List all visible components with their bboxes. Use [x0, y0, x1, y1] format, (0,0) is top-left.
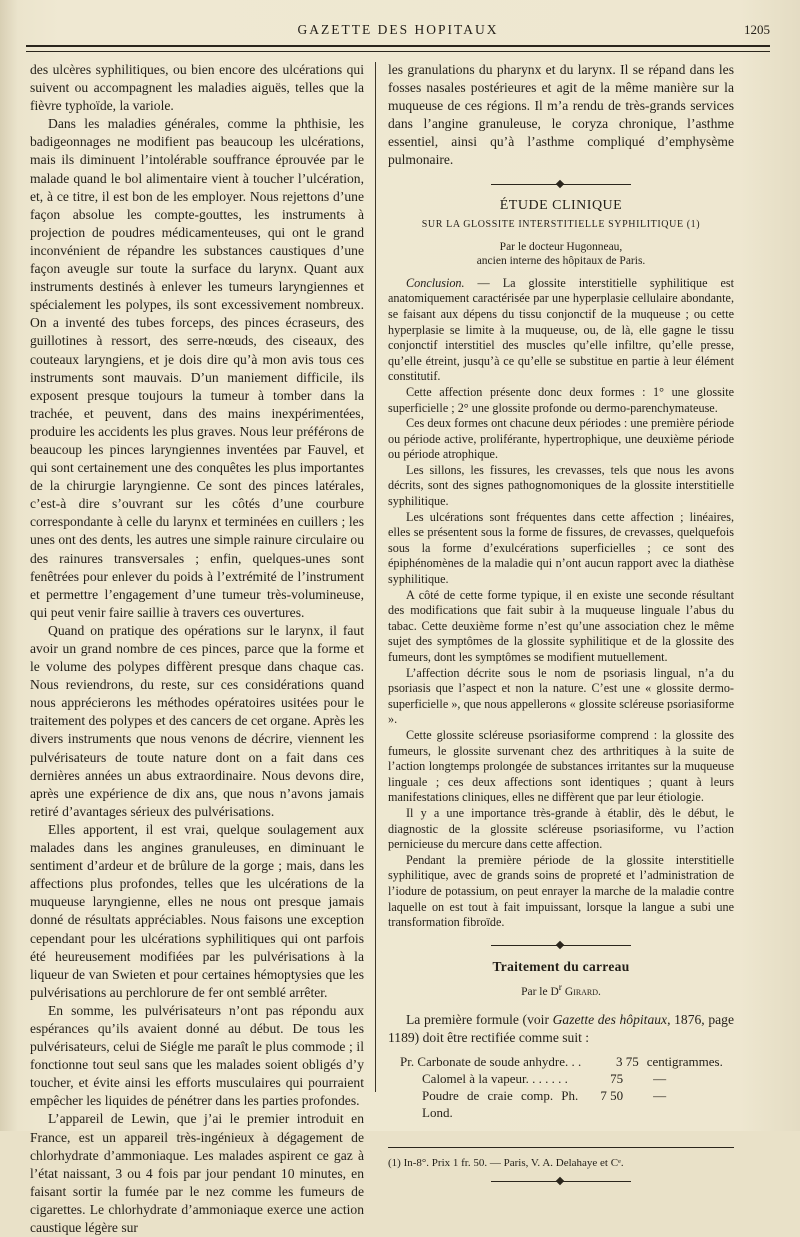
intro-prefix: La première formule (voir [406, 1011, 553, 1027]
treatment-title: Traitement du carreau [492, 958, 630, 974]
intro-journal: Gazette des hôpitaux [552, 1011, 668, 1027]
paragraph: Les ulcérations sont fréquentes dans cette affection ; linéaires, elles se présentent sous la forme de fissures, de crevasses, quelquefois sous la forme d’exulcérations superficielles ; ce sont des épiphénomènes de la maladie qui n’ont aucun rapport avec la diathèse syphilitique. [388, 509, 734, 587]
author-name: Par le docteur Hugonneau, [499, 240, 623, 253]
byline-sup: r [558, 982, 562, 994]
ingredient-name: Pr. Carbonate de soude anhydre. . . [400, 1053, 582, 1069]
page-header [26, 22, 770, 46]
conclusion-paragraph [388, 276, 734, 385]
formula-row [388, 1053, 734, 1070]
paragraph: Il y a une importance très-grande à établir, dès le début, le diagnostic de la glossite scléreuse psoriasiforme, vu l’action pernicieuse du mercure dans cette affection. [388, 805, 734, 852]
journal-title: GAZETTE DES HOPITAUX [297, 22, 499, 37]
paragraph: Quand on pratique des opérations sur le larynx, il faut avoir un grand nombre de ces pinces, parce que la forme et le volume des polypes diffèrent presque dans chaque cas. Nous reviendrons, du reste, sur ces considérations quand nous apprécierons les méthodes opératoires usitées pour le traitement des polypes et des cancers de cet organe. Après les divers instruments que nous venons de décrire, viennent les pulvérisateurs de toute nature dont on a fait dans ces dernières années un abus extraordinaire. Nous devons dire, après une expérience de dix ans, que nous n’avons jamais retiré d’avantages sérieux des pulvérisations. [30, 622, 364, 819]
section-ornament [491, 941, 631, 949]
footnote-rule [388, 1147, 734, 1148]
page-number: 1205 [744, 22, 770, 37]
header-rule [26, 45, 770, 52]
treatment-byline [388, 980, 734, 1000]
section-title: ÉTUDE CLINIQUE [499, 197, 623, 213]
paragraph: Les sillons, les fissures, les crevasses, tels que nous les avons décrits, sont des signes pathognomoniques de la glossite interstitielle syphilitique. [388, 462, 734, 509]
paragraph: A côté de cette forme typique, il en existe une seconde résultant des modifications que fait subir à la muqueuse linguale l’abus du tabac. Cette deuxième forme n’est qu’une association chez le même sujet des symptômes de la glossite syphilitique et de la glossite des fumeurs, dont les symptômes se modifient mutuellement. [388, 587, 734, 664]
paragraph: Elles apportent, il est vrai, quelque soulagement aux malades dans les angines granuleuses, en diminuant le sentiment d’ardeur et de brûlure de la gorge ; mais, dans les affections plus profondes, telles que les ulcérations de la muqueuse laryngienne, elles ne nous ont presque jamais donné de résultats appréciables. Nous faisons une exception cependant pour les ulcérations syphilitiques qui ont parfois été heureusement modifiées par les pulvérisations à la liqueur de van Swieten et pour certaines hémoptysies que les pulvérisations au perchlorure de fer ont semblé arrêter. [30, 821, 364, 1000]
ingredient-dose: 75 [610, 1070, 624, 1086]
formula-row [388, 1087, 734, 1121]
paragraph: Ces deux formes ont chacune deux périodes : une première période ou période active, proliférante, hypertrophique, une deuxième période ou période atrophique. [388, 416, 734, 462]
ingredient-unit: — [653, 1070, 667, 1086]
paragraph: les granulations du pharynx et du larynx. Il se répand dans les fosses nasales postérieures et agit de la même manière sur la muqueuse de ces régions. Il m’a rendu de très-grands services dans l’angine granuleuse, le coryza chronique, l’asthme essentiel, ainsi qu’à l’asthme compliqué d’emphysème pulmonaire. [388, 62, 734, 168]
end-ornament [491, 1177, 631, 1185]
section-subtitle: SUR LA GLOSSITE INTERSTITIELLE SYPHILITIQUE (1) [421, 219, 701, 231]
intro-suffix: , 1876, page 1189) doit être rectifiée comme suit : [388, 1011, 734, 1045]
paragraph: Cette glossite scléreuse psoriasiforme comprend : la glossite des fumeurs, le glossite survenant chez des arthritiques à la suite de l’action longtemps prolongée de substances irritantes sur la muqueuse linguale ; ces deux affections sont identiques ; quant à leurs manifestations cliniques, elles ne diffèrent que par leur étiologie. [388, 727, 734, 805]
paragraph: L’affection décrite sous le nom de psoriasis lingual, n’a du psoriasis que l’aspect et non la nature. C’est une « glossite dermo-superficielle », que nous appellerons « glossite scléreuse psoriasiforme ». [388, 665, 734, 727]
treatment-intro [388, 1011, 734, 1047]
conclusion-text: — La glossite interstitielle syphilitique est anatomiquement caractérisée par une hyperplasie cellulaire abondante, se faisant aux dépens du tissu conjonctif de la muqueuse ; ou cette hyperplasie se limite à la muqueuse, ou, de là, elle gagne le tissu conjonctif interstitiel des muscles qu’elle infiltre, qu’elle presse, qu’elle étreint, jusqu’à ce qu’elle se substitue en partie à leur élément constitutif. [388, 275, 734, 384]
ingredient-dose: 7 50 [600, 1087, 624, 1103]
formula-row [388, 1070, 734, 1087]
left-column [30, 61, 364, 1237]
paragraph: des ulcères syphilitiques, ou bien encore des ulcérations qui suivent ou accompagnent les maladies aiguës, telles que la fièvre typhoïde, la variole. [30, 62, 364, 114]
author-title: ancien interne des hôpitaux de Paris. [476, 254, 646, 267]
ingredient-name: Calomel à la vapeur. . . . . . . [422, 1070, 568, 1086]
column-divider [375, 62, 376, 1092]
paragraph: L’appareil de Lewin, que j’ai le premier introduit en France, est un appareil très-ingénieux à dégagement de chlorhydrate d’ammoniaque. Les malades aspirent ce gaz à l’état naissant, 3 ou 4 fois par jour pendant 10 minutes, en faisant sortir la fumée par le nez comme les fumeurs de cigarettes. Le chlorhydrate d’ammoniaque exerce une action caustique légère sur [30, 1111, 364, 1235]
ingredient-unit: — [653, 1087, 667, 1103]
paragraph: En somme, les pulvérisateurs n’ont pas répondu aux espérances qu’ils avaient donné au début. De tous les pulvérisateurs, celui de Siégle me paraît le plus commode ; il fonctionne tout seul sans que les malades soient obligés d’y toucher, et évite ainsi les efforts musculaires qui pourraient empêcher les liquides de pénétrer dans les parties profondes. [30, 1002, 364, 1109]
section-ornament [491, 180, 631, 188]
right-column [388, 61, 734, 1195]
conclusion-label: Conclusion. [406, 275, 465, 290]
paragraph: Dans les maladies générales, comme la phthisie, les badigeonnages ne modifient pas beaucoup les ulcérations, mais ils diminuent l’intolérable souffrance éprouvée par le malade quand le bol alimentaire vient à toucher l’ulcération, et, à ce titre, il est bon de les employer. Nous rejettons d’une façon absolue les compte-gouttes, les instruments à projection de poudres médicamenteuses, qui ont le grand inconvénient de répandre les substances caustiques d’une façon aveugle sur toute la surface du larynx. Quant aux instruments destinés à enlever les tumeurs laryngiennes et spécialement les polypes, ils sont excessivement nombreux. On a inventé des tubes forceps, des pinces écraseurs, des guillotines à ressort, des serre-nœuds, des ciseaux, des couteaux laryngiens, et je dois dire qu’à mon avis tous ces instruments sont mauvais. D’un maniement difficile, ils exposent presque toujours la tumeur à tomber dans la trachée, et peuvent, dans des mains inexpérimentées, produire les accidents les plus graves. Nous leur préférons de beaucoup les pinces laryngiennes inventées par Fauvel, et qui sont certainement une des conquêtes les plus importantes de la chirurgie laryngienne. Ce sont des pinces latérales, c’est-à dire s’ouvrant sur les côtés d’une courbure correspondante à celle du larynx et terminées en cuillers ; les unes ont des dents, les autres une simple rainure circulaire ou des rainures transversales ; enfin, quelques-unes sont fenêtrées pour enlever du poids à l’extrémité de l’instrument et permettre l’engagement d’une tumeur très-volumineuse, qui peut venir faire saillie à travers ces ouvertures. [30, 116, 364, 620]
paragraph: Cette affection présente donc deux formes : 1° une glossite superficielle ; 2° une glossite profonde ou dermo-parenchymateuse. [388, 384, 734, 415]
author-byline [388, 240, 734, 268]
byline-prefix: Par le D [521, 986, 559, 999]
ingredient-dose: 3 75 [615, 1053, 639, 1069]
byline-name: Girard. [564, 986, 601, 999]
ingredient-name: Poudre de craie comp. Ph. Lond. [422, 1087, 579, 1120]
footnote: (1) In-8°. Prix 1 fr. 50. — Paris, V. A. Delahaye et Cᵉ. [388, 1156, 624, 1169]
paragraph: Pendant la première période de la glossite interstitielle syphilitique, avec de grands soins de propreté et l’administration de l’iodure de potassium, on peut enrayer la marche de la maladie contre laquelle on est tout à fait impuissant, lorsque la langue a subi une transformation fibroïde. [388, 852, 734, 930]
formula-table [388, 1053, 734, 1121]
ingredient-unit: centigrammes. [646, 1053, 723, 1069]
